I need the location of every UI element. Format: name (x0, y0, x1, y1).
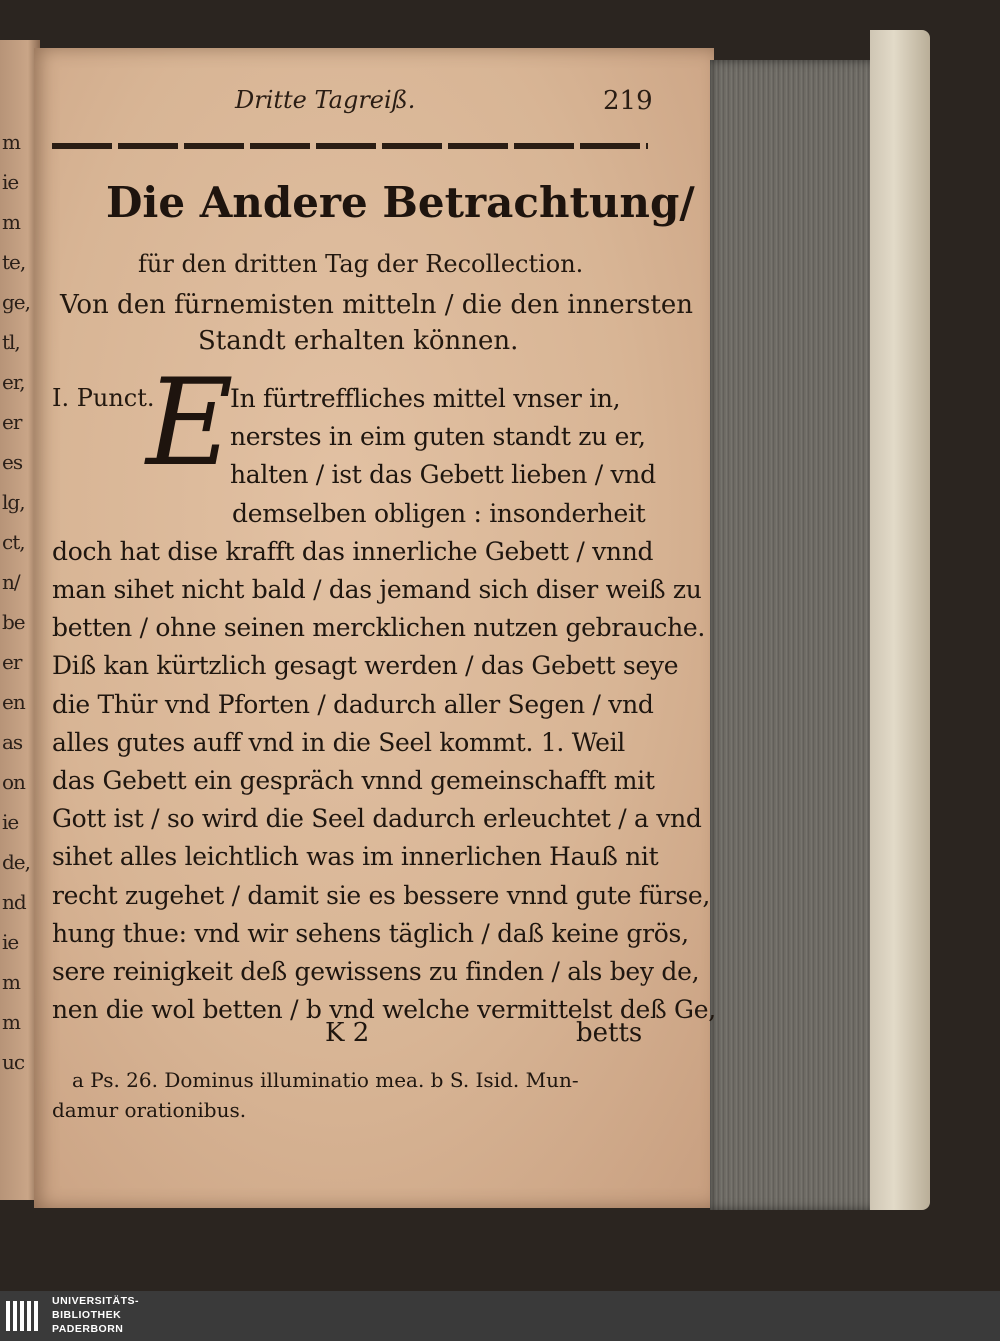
facing-page-fragment: lg, (2, 490, 25, 514)
book-cover-edge (870, 30, 930, 1210)
facing-page-fragment: er (2, 650, 22, 674)
body-line: sihet alles leichtlich was im innerlichen Hauß nit (52, 842, 659, 872)
logo-line-1: UNIVERSITÄTS- (52, 1295, 140, 1307)
body-line: nen die wol betten / b vnd welche vermittelst deß Ge, (52, 995, 716, 1025)
page-title: Die Andere Betrachtung/ (106, 178, 695, 227)
page-edges (710, 60, 885, 1210)
body-line: Diß kan kürtzlich gesagt werden / das Gebett seye (52, 651, 679, 681)
library-logo-icon (4, 1297, 42, 1335)
logo-line-3: PADERBORN (52, 1323, 124, 1335)
facing-page-fragment: ie (2, 930, 19, 954)
library-logo-bar (0, 1291, 1000, 1341)
signature-mark: K 2 (325, 1018, 370, 1048)
decorated-initial: E (146, 354, 234, 493)
logo-line-2: BIBLIOTHEK (52, 1309, 122, 1321)
facing-page-fragment: m (2, 210, 20, 234)
facing-page-fragment: on (2, 770, 25, 794)
page-subtitle: für den dritten Tag der Recollection. (138, 250, 584, 278)
point-label: I. Punct. (52, 384, 155, 412)
body-line: nerstes in eim guten standt zu er, (230, 422, 646, 452)
facing-page-fragment: er (2, 410, 22, 434)
facing-page-fragment: ct, (2, 530, 25, 554)
body-line: demselben obligen : insonderheit (232, 498, 646, 528)
facing-page-fragment: ge, (2, 290, 30, 314)
facing-page-fragment: m (2, 1010, 20, 1034)
facing-page-fragment: uc (2, 1050, 25, 1074)
facing-page-fragment: de, (2, 850, 30, 874)
body-line: die Thür vnd Pforten / dadurch aller Segen / vnd (52, 689, 654, 719)
body-line: betten / ohne seinen mercklichen nutzen gebrauche. (52, 613, 706, 643)
facing-page-fragment: n/ (2, 570, 20, 594)
body-line: doch hat dise krafft das innerliche Gebett / vnnd (52, 536, 654, 566)
facing-page-fragment: er, (2, 370, 25, 394)
section-heading-line-1: Von den fürnemisten mitteln / die den innersten (60, 290, 693, 320)
body-line: In fürtreffliches mittel vnser in, (230, 384, 621, 413)
page-number: 219 (603, 86, 653, 116)
running-head: Dritte Tagreiß. (235, 86, 416, 114)
body-line: alles gutes auff vnd in die Seel kommt. 1. Weil (52, 727, 625, 757)
body-line: hung thue: vnd wir sehens täglich / daß keine grös, (52, 918, 689, 948)
body-line: Gott ist / so wird die Seel dadurch erleuchtet / a vnd (52, 804, 702, 834)
section-heading-line-2: Standt erhalten können. (198, 326, 519, 356)
footnote-line-1: a Ps. 26. Dominus illuminatio mea. b S. Isid. Mun- (72, 1068, 579, 1092)
facing-page-fragment: m (2, 970, 20, 994)
facing-page-fragment: te, (2, 250, 26, 274)
catchword: betts (576, 1018, 643, 1048)
facing-page-fragment: ie (2, 170, 19, 194)
facing-page-fragment: m (2, 130, 20, 154)
facing-page-fragment: nd (2, 890, 26, 914)
library-logo-text (52, 1294, 139, 1336)
body-line: man sihet nicht bald / das jemand sich diser weiß zu (52, 575, 702, 604)
facing-page-fragment: be (2, 610, 25, 634)
body-line: sere reinigkeit deß gewissens zu finden / als bey de, (52, 957, 700, 986)
facing-page-fragment: tl, (2, 330, 20, 354)
body-line: recht zugehet / damit sie es bessere vnnd gute fürse, (52, 880, 711, 910)
footnote-line-2: damur orationibus. (52, 1098, 247, 1122)
facing-page-fragment: as (2, 730, 23, 754)
facing-page-fragment: ie (2, 810, 19, 834)
decorative-rule (52, 143, 648, 149)
facing-page-fragment: es (2, 450, 23, 474)
body-line: das Gebett ein gespräch vnnd gemeinschafft mit (52, 766, 655, 795)
facing-page-fragment: en (2, 690, 25, 714)
body-line: halten / ist das Gebett lieben / vnd (230, 460, 656, 490)
